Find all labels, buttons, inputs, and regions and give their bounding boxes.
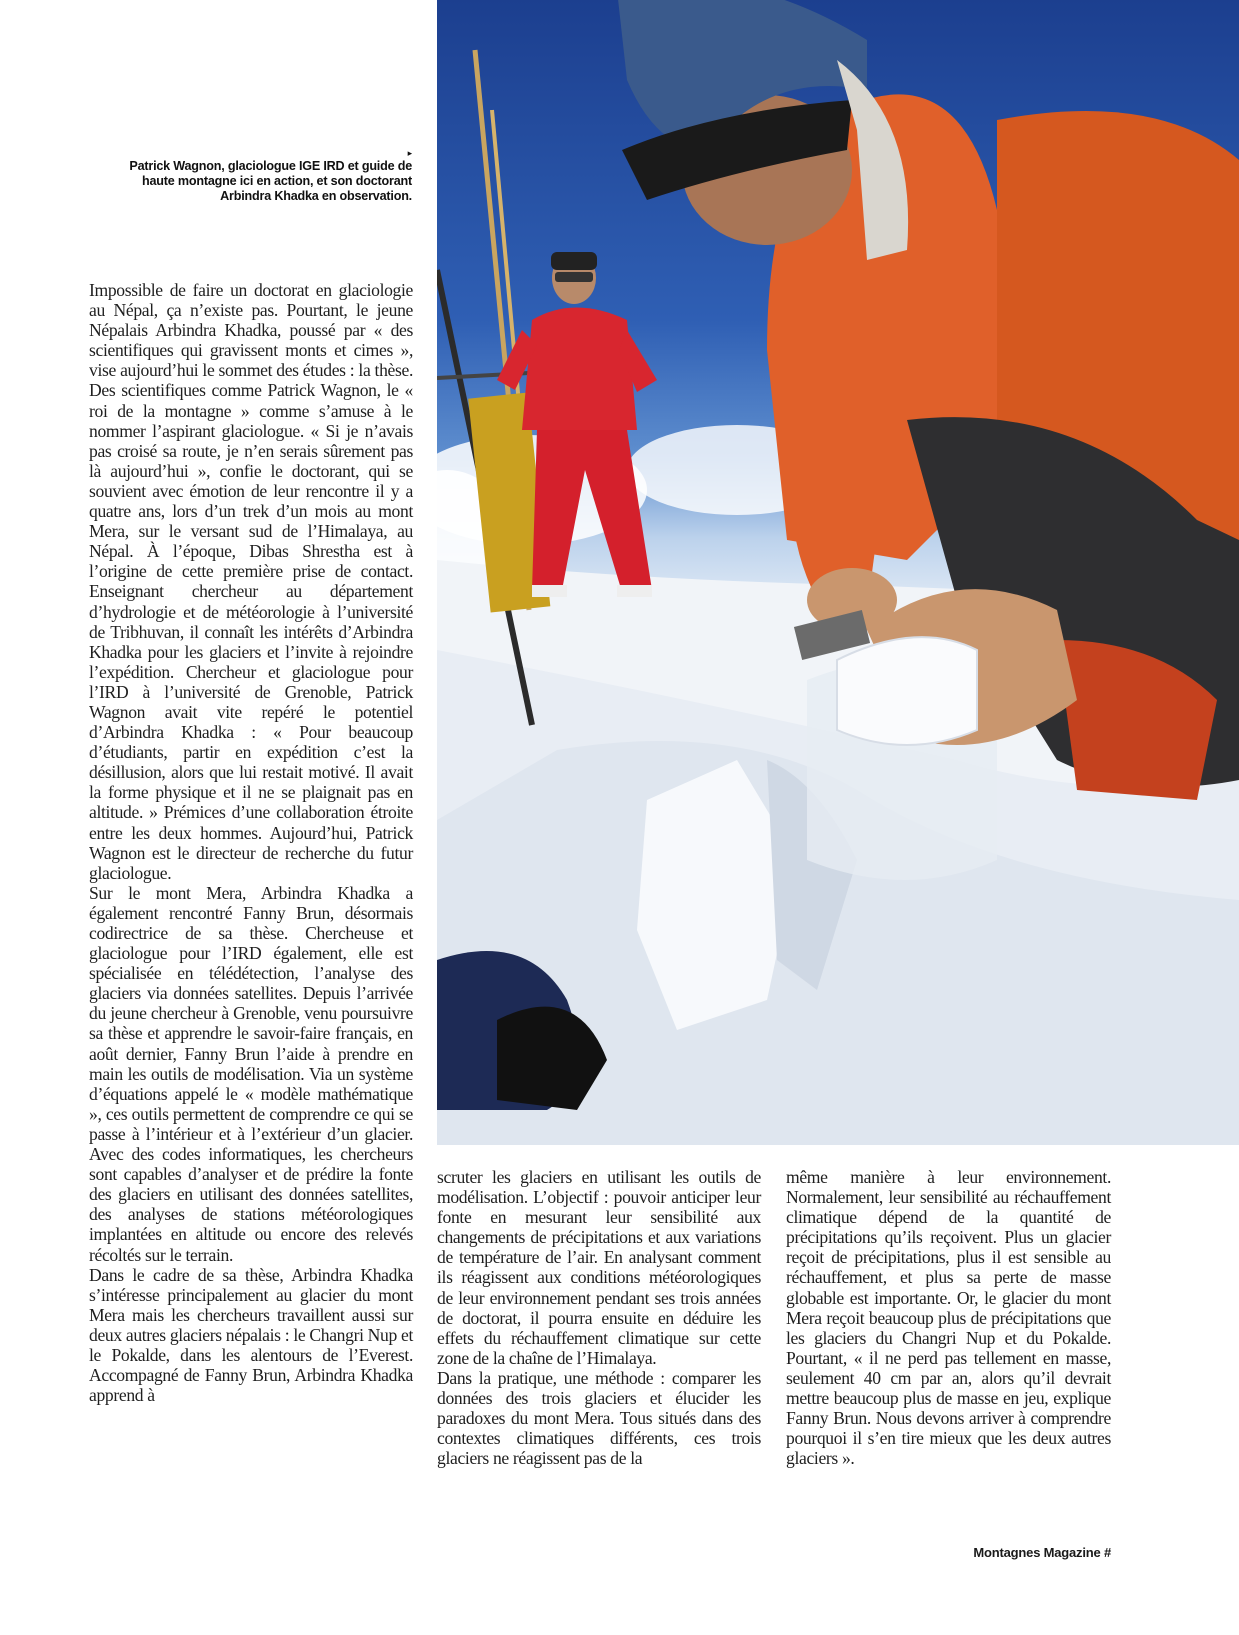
paragraph: Dans la pratique, une méthode : comparer les données des trois glaciers et élucider les paradoxes du mont Mera. Tous situés dans des contextes climatiques différents, ces trois glaciers ne réagissent pas de la [437, 1367, 761, 1469]
article-column-2 [437, 1167, 761, 1468]
paragraph: Sur le mont Mera, Arbindra Khadka a également rencontré Fanny Brun, désormais codirectrice de sa thèse. Chercheuse et glaciologue pour l’IRD également, elle est spécialisée en télédétection, l’analyse des glaciers via données satellites. Depuis l’arrivée du jeune chercheur à Grenoble, venu poursuivre sa thèse et apprendre le savoir-faire français, en août dernier, Fanny Brun l’aide à prendre en main les outils de modélisation. Via un système d’équations appelé le « modèle mathématique », ces outils permettent de comprendre ce qui se passe à l’intérieur et à l’extérieur d’un glacier. Avec des codes informatiques, les chercheurs sont capables d’analyser et de prédire la fonte des glaciers en utilisant des données satellites, des analyses de stations météorologiques implantées en altitude ou encore des relevés récoltés sur le terrain. [89, 882, 413, 1265]
page-folio: Montagnes Magazine # [973, 1545, 1111, 1560]
article-column-3 [786, 1167, 1111, 1468]
caption-text: Patrick Wagnon, glaciologue IGE IRD et guide de haute montagne ici en action, et son doctorant Arbindra Khadka en observation. [129, 159, 412, 203]
paragraph: scruter les glaciers en utilisant les outils de modélisation. L’objectif : pouvoir anticiper leur fonte en mesurant leur sensibilité aux changements de précipitations et aux variations de température de l’air. En analysant comment ils réagissent aux conditions météorologiques de leur environnement pendant ses trois années de doctorat, il pourra ensuite en déduire les effets du réchauffement climatique sur cette zone de la chaîne de l’Himalaya. [437, 1167, 761, 1368]
article-photo [437, 0, 1239, 1145]
caption-marker: ▸ [407, 148, 412, 158]
photo-caption [100, 148, 412, 204]
paragraph: Dans le cadre de sa thèse, Arbindra Khadka s’intéresse principalement au glacier du mont Mera mais les chercheurs travaillent aussi sur deux autres glaciers népalais : le Changri Nup et le Pokalde, dans les alentours de l’Everest. Accompagné de Fanny Brun, Arbindra Khadka apprend à [89, 1264, 413, 1406]
photo-scene [437, 0, 1239, 1145]
article-column-1 [89, 280, 413, 1405]
paragraph: Impossible de faire un doctorat en glaciologie au Népal, ça n’existe pas. Pourtant, le jeune Népalais Arbindra Khadka, poussé par « des scientifiques qui gravissent monts et cimes », vise aujourd’hui le sommet des études : la thèse. Des scientifiques comme Patrick Wagnon, le « roi de la montagne » comme s’amuse à le nommer l’aspirant glaciologue. « Si je n’avais pas croisé sa route, je n’en serais sûrement pas là aujourd’hui », confie le doctorant, qui se souvient avec émotion de leur rencontre il y a quatre ans, lors d’un trek d’un mois au mont Mera, sur le versant sud de l’Himalaya, au Népal. À l’époque, Dibas Shrestha est à l’origine de cette première prise de contact. Enseignant chercheur au département d’hydrologie et de météorologie à l’université de Tribhuvan, il connaît les intérêts d’Arbindra Khadka pour les glaciers et l’invite à rejoindre l’expédition. Chercheur et glaciologue pour l’IRD à l’université de Grenoble, Patrick Wagnon avait vite repéré le potentiel d’Arbindra Khadka : « Pour beaucoup d’étudiants, partir en expédition c’est la désillusion, alors que lui restait motivé. Il avait la forme physique et il ne se plaignait pas en altitude. » Prémices d’une collaboration étroite entre les deux hommes. Aujourd’hui, Patrick Wagnon est le directeur de recherche du futur glaciologue. [89, 280, 413, 883]
paragraph: même manière à leur environnement. Normalement, leur sensibilité au réchauffement climatique dépend de la quantité de précipitations qu’ils reçoivent. Plus un glacier reçoit de précipitations, plus il est sensible au réchauffement, et plus sa perte de masse globable est importante. Or, le glacier du mont Mera reçoit beaucoup plus de précipitations que les glaciers du Changri Nup et du Pokalde. Pourtant, « il ne perd pas tellement en masse, seulement 40 cm par an, alors qu’il devrait mettre beaucoup plus de masse en jeu, explique Fanny Brun. Nous devons arriver à comprendre pourquoi il s’en tire mieux que les deux autres glaciers ». [786, 1167, 1111, 1469]
